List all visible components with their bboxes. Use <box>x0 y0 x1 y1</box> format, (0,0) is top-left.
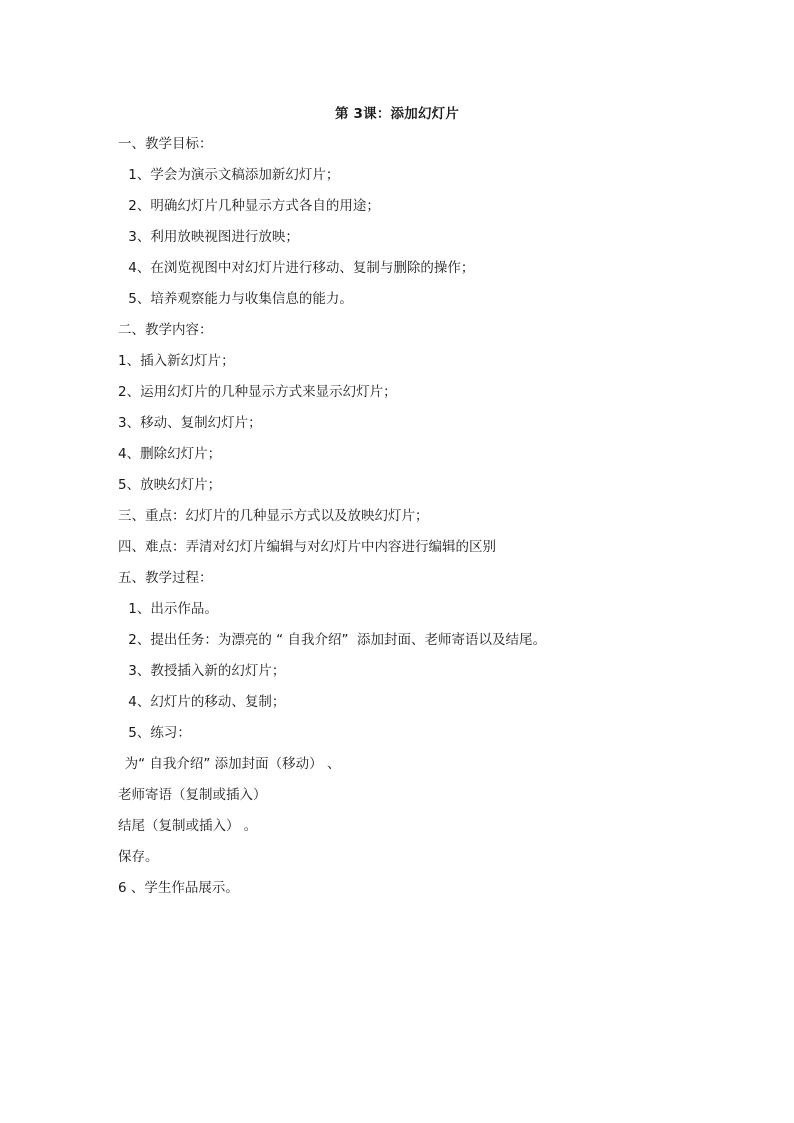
objective-item-5: 5、培养观察能力与收集信息的能力。 <box>124 291 353 307</box>
section-difficulties: 四、难点：弄清对幻灯片编辑与对幻灯片中内容进行编辑的区别 <box>118 539 496 555</box>
exercise-line-3: 结尾（复制或插入） 。 <box>118 818 258 834</box>
content-item-4: 4、删除幻灯片； <box>118 446 222 462</box>
section-heading-content: 二、教学内容： <box>118 322 213 338</box>
objective-item-1: 1、学会为演示文稿添加新幻灯片； <box>124 167 340 183</box>
process-item-6: 6 、学生作品展示。 <box>118 880 239 896</box>
objective-item-3: 3、利用放映视图进行放映； <box>124 229 299 245</box>
objective-item-4: 4、在浏览视图中对幻灯片进行移动、复制与删除的操作； <box>124 260 475 276</box>
content-item-2: 2、运用幻灯片的几种显示方式来显示幻灯片； <box>118 384 397 400</box>
process-item-3: 3、教授插入新的幻灯片； <box>124 663 286 679</box>
content-item-5: 5、放映幻灯片； <box>118 477 222 493</box>
content-item-3: 3、移动、复制幻灯片； <box>118 415 262 431</box>
exercise-line-2: 老师寄语（复制或插入） <box>118 787 267 803</box>
exercise-line-1: 为“ 自我介绍” 添加封面（移动） 、 <box>116 756 341 772</box>
process-item-4: 4、幻灯片的移动、复制； <box>124 694 286 710</box>
section-key-points: 三、重点：幻灯片的几种显示方式以及放映幻灯片； <box>118 508 429 524</box>
objective-item-2: 2、明确幻灯片几种显示方式各自的用途； <box>124 198 380 214</box>
lesson-title: 第 3课：添加幻灯片 <box>334 106 460 122</box>
process-item-1: 1、出示作品。 <box>124 601 218 617</box>
section-heading-objectives: 一、教学目标： <box>118 136 213 152</box>
process-item-2: 2、提出任务：为漂亮的 “ 自我介绍” 添加封面、老师寄语以及结尾。 <box>124 632 547 648</box>
section-heading-process: 五、教学过程： <box>118 570 213 586</box>
process-item-5: 5、练习： <box>124 725 191 741</box>
content-item-1: 1、插入新幻灯片； <box>118 353 235 369</box>
exercise-line-save: 保存。 <box>118 849 159 865</box>
